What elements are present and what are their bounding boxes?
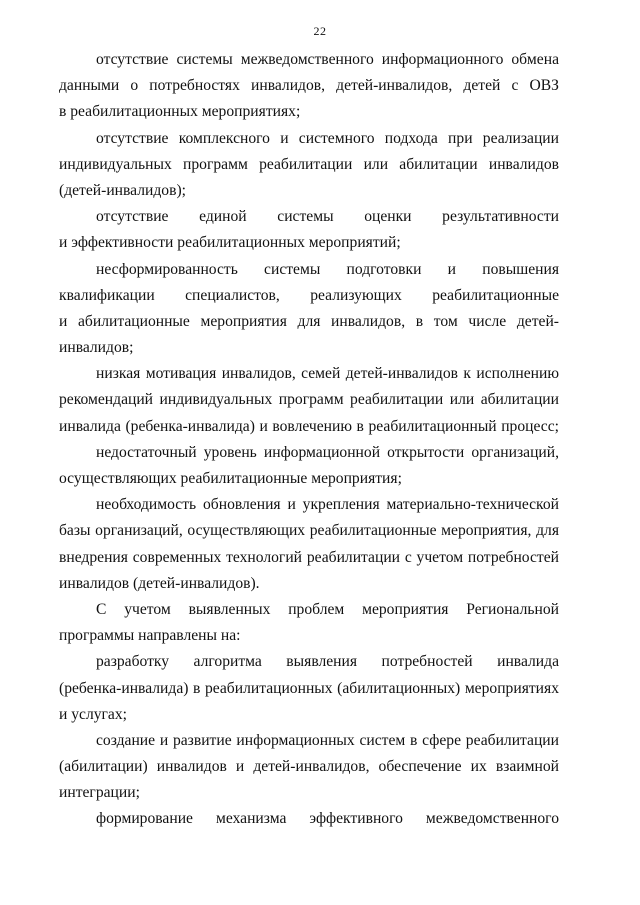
text-line: квалификации специалистов, реализующих реабилитационные: [59, 286, 559, 304]
text-line: низкая мотивация инвалидов, семей детей-инвалидов к исполнению: [96, 365, 559, 383]
text-line: (абилитации) инвалидов и детей-инвалидов, обеспечение их взаимной: [59, 758, 559, 776]
text-line: недостаточный уровень информационной открытости организаций,: [96, 443, 559, 461]
text-line: разработку алгоритма выявления потребностей инвалида: [96, 653, 559, 671]
text-line: данными о потребностях инвалидов, детей-инвалидов, детей с ОВЗ: [59, 77, 559, 95]
text-line: несформированность системы подготовки и повышения: [96, 260, 559, 278]
text-line: и услугах;: [59, 705, 127, 723]
text-line: и эффективности реабилитационных мероприятий;: [59, 234, 401, 252]
text-line: отсутствие системы межведомственного информационного обмена: [96, 51, 559, 68]
text-line: рекомендаций индивидуальных программ реабилитации или абилитации: [59, 391, 559, 409]
text-line: необходимость обновления и укрепления материально-технической: [96, 496, 559, 514]
text-line: формирование механизма эффективного межведомственного: [96, 810, 559, 828]
text-line: в реабилитационных мероприятиях;: [59, 103, 301, 121]
body-text: [59, 47, 559, 833]
text-line: базы организаций, осуществляющих реабилитационные мероприятия, для: [59, 522, 559, 540]
text-line: программы направлены на:: [59, 627, 241, 645]
text-line: создание и развитие информационных систем в сфере реабилитации: [96, 731, 559, 749]
text-line: инвалида (ребенка-инвалида) и вовлечению в реабилитационный процесс;: [59, 417, 559, 435]
text-line: инвалидов (детей-инвалидов).: [59, 574, 260, 592]
text-line: (ребенка-инвалида) в реабилитационных (абилитационных) мероприятиях: [59, 679, 559, 697]
text-line: интеграции;: [59, 784, 140, 802]
text-line: осуществляющих реабилитационные мероприятия;: [59, 470, 402, 487]
text-line: инвалидов;: [59, 339, 134, 357]
text-line: и абилитационные мероприятия для инвалидов, в том числе детей-: [59, 312, 559, 330]
text-line: С учетом выявленных проблем мероприятия Региональной: [96, 600, 559, 618]
page-number: 22: [313, 24, 327, 38]
text-line: отсутствие комплексного и системного подхода при реализации: [96, 129, 559, 147]
text-line: индивидуальных программ реабилитации или абилитации инвалидов: [59, 155, 559, 173]
text-line: отсутствие единой системы оценки результативности: [96, 208, 559, 226]
text-line: внедрения современных технологий реабилитации с учетом потребностей: [59, 548, 559, 566]
text-line: (детей-инвалидов);: [59, 181, 186, 199]
